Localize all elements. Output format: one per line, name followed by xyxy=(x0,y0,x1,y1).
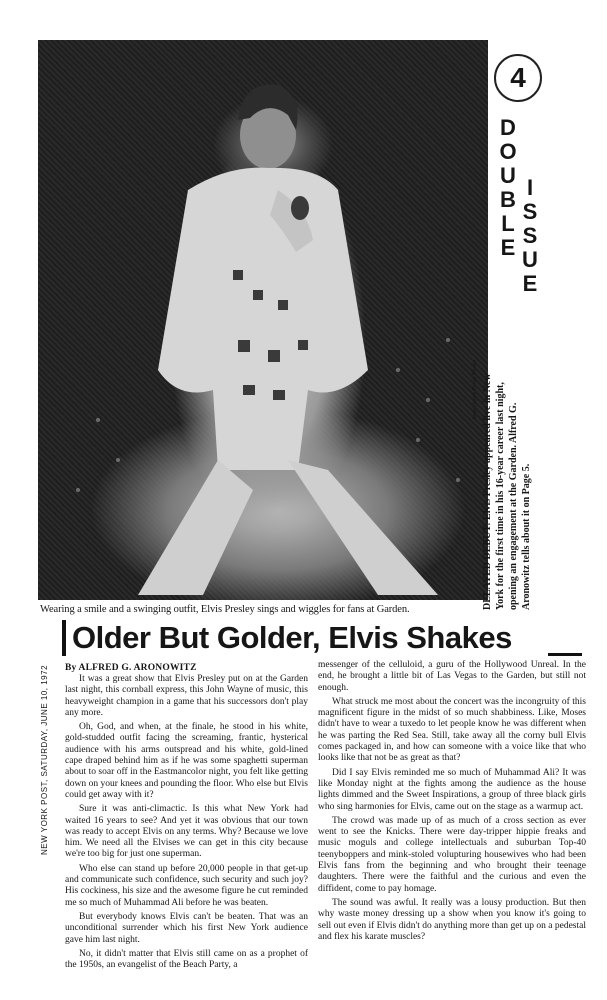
photo-caption: Wearing a smile and a swinging outfit, Elvis Presley sings and wiggles for fans at Garden. xyxy=(40,604,410,615)
paragraph: What struck me most about the concert was the incongruity of this magnificent figure in the midst of so much shabbiness. Like, Moses didn't have to wear a tuxedo to let people know he was different when he was parting the Red Sea. Still, take away all the corny bull Elvis comes packaged in, and how can someone with a voice like that who looks like that not be as great as that? xyxy=(318,696,586,764)
side-caption-text: DELAYED DEBUT: Elvis Presley appeared live in New York for the first time in his 16-year career last night, opening an engagement at the Garden. Alfred G. Aronowitz tells about it on Page 5. xyxy=(482,373,532,610)
elvis-photo xyxy=(38,40,488,600)
article-column-right xyxy=(318,660,586,946)
dateline: NEW YORK POST, SATURDAY, JUNE 10, 1972 xyxy=(40,664,49,855)
paragraph: But everybody knows Elvis can't be beaten. That was an unconditional surrender which his first New York audience gave him last night. xyxy=(65,911,308,945)
paragraph: Who else can stand up before 20,000 people in that get-up and communicate such confidence, such security and such joy? His cockiness, his size and the awesome figure he cut reminded me so much of Muhammad Ali before he was beaten. xyxy=(65,863,308,908)
issue-word-double: DOUBLE xyxy=(499,115,517,260)
paragraph: No, it didn't matter that Elvis still came on as a prophet of the 1950s, an evangelist of the Beach Party, a xyxy=(65,948,308,971)
paragraph: messenger of the celluloid, a guru of the Hollywood Unreal. In the end, he brought a little bit of Las Vegas to the Garden, but still not enough. xyxy=(318,660,586,693)
article-column-left xyxy=(65,674,308,974)
paragraph: The sound was awful. It really was a lousy production. But then why waste money dressing up a show when you know it's going to sell out even if Elvis didn't do anything more than get up on a pedestal and flex his karate muscles? xyxy=(318,897,586,942)
photo-credit: Associated Press Photo xyxy=(471,360,478,421)
byline: By ALFRED G. ARONOWITZ xyxy=(65,663,197,673)
paragraph: Oh, God, and when, at the finale, he stood in his white, gold-studded outfit facing the screaming, frantic, hysterical audience with his arms outspread and his white, gold-lined cape draped behind him as if he was some spaghetti superman about to soar off in the Eastmancolor night, you felt like getting down on your knees and pounding the floor. Who else but Elvis could get away with it? xyxy=(65,722,308,800)
paragraph: It was a great show that Elvis Presley put on at the Garden last night, this cornball express, this John Wayne of music, this heavyweight champion in a game that his successors don't play any more. xyxy=(65,674,308,718)
issue-word-issue: ISSUE xyxy=(522,175,538,296)
article-headline: Older But Golder, Elvis Shakes xyxy=(62,620,592,656)
paragraph: The crowd was made up of as much of a cross section as ever went to see the Knicks. There were day-tripper hippie freaks and music moguls and college intellectuals and suburban Top-40 teenyboppers and mink-stoled volupturing housewives who had been Elvis fans from the beginning and who brought their teenage daughters. There were the faithful and the curious and even the diffident, come to pay homage. xyxy=(318,815,586,894)
issue-number-badge: 4 xyxy=(494,54,542,102)
side-photo-caption xyxy=(468,360,533,610)
paragraph: Did I say Elvis reminded me so much of Muhammad Ali? It was like Monday night at the fights among the audience as the house lights dimmed and the Sweet Inspirations, a group of three black girls who sing harmonies for Elvis, came out on the stage as a warmup act. xyxy=(318,767,586,812)
elvis-figure-illustration xyxy=(38,40,488,600)
headline-rule xyxy=(548,653,582,656)
paragraph: Sure it was anti-climactic. Is this what New York had waited 16 years to see? And yet it was obvious that our town was ready to accept Elvis on any terms. Why? Because we love him. We need all the Elvises we can get in this city because we're too big for just one superman. xyxy=(65,804,308,860)
